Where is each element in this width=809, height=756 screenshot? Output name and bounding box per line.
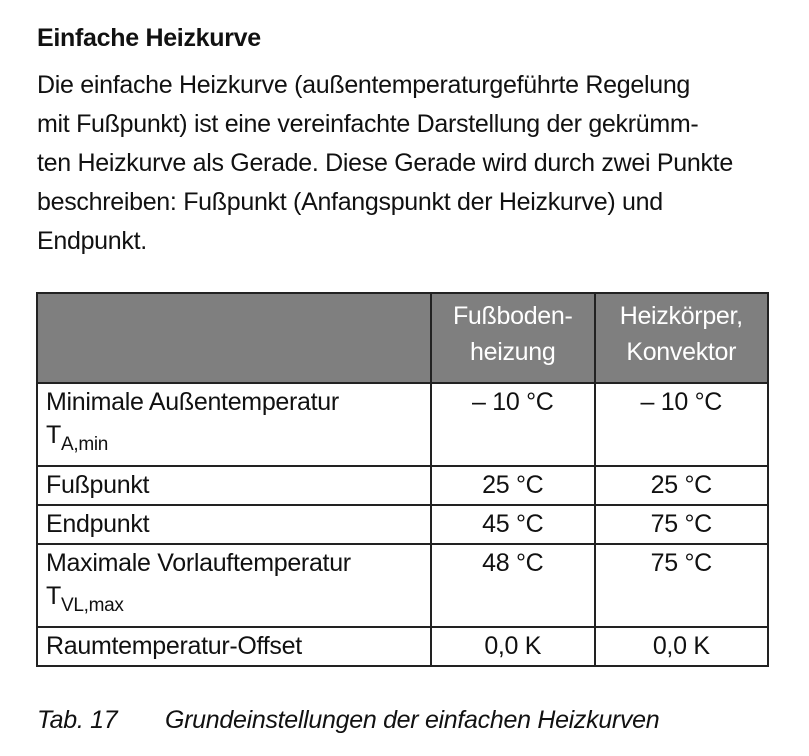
table-row xyxy=(37,627,768,666)
row-label: Fußpunkt xyxy=(37,466,431,505)
floor-value: 48 °C xyxy=(431,544,595,627)
table-caption xyxy=(37,706,659,735)
header-line: Fußboden- xyxy=(452,302,573,330)
row-label: Endpunkt xyxy=(37,505,431,544)
radiator-value: 75 °C xyxy=(595,544,768,627)
paragraph-line: beschreiben: Fußpunkt (Anfangspunkt der Heizkurve) und xyxy=(37,188,663,216)
table-row xyxy=(37,383,768,466)
radiator-value: 75 °C xyxy=(595,505,768,544)
paragraph-line: Endpunkt. xyxy=(37,227,147,255)
table-row xyxy=(37,544,768,627)
header-radiator xyxy=(595,293,768,383)
row-symbol xyxy=(46,581,422,614)
symbol-letter: T xyxy=(46,582,61,610)
row-label xyxy=(37,383,431,466)
settings-table xyxy=(36,292,769,667)
row-symbol xyxy=(46,420,422,453)
radiator-value: 0,0 K xyxy=(595,627,768,666)
floor-value: 45 °C xyxy=(431,505,595,544)
row-label xyxy=(37,544,431,627)
row-label-text: Maximale Vorlauftemperatur xyxy=(46,549,351,577)
table-header-row xyxy=(37,293,768,383)
symbol-letter: T xyxy=(46,421,61,449)
intro-paragraph xyxy=(37,66,777,261)
header-line: heizung xyxy=(470,338,556,366)
header-empty-cell xyxy=(37,293,431,383)
table-row xyxy=(37,505,768,544)
section-heading: Einfache Heizkurve xyxy=(37,24,261,52)
row-label: Raumtemperatur-Offset xyxy=(37,627,431,666)
symbol-subscript: VL,max xyxy=(60,595,124,616)
table-number: Tab. 17 xyxy=(37,706,118,734)
table-row xyxy=(37,466,768,505)
caption-text: Grundeinstellungen der einfachen Heizkurven xyxy=(165,706,660,734)
floor-value: – 10 °C xyxy=(431,383,595,466)
header-line: Heizkörper, xyxy=(619,302,743,330)
floor-value: 0,0 K xyxy=(431,627,595,666)
row-label-text: Minimale Außentemperatur xyxy=(46,388,339,416)
paragraph-line: ten Heizkurve als Gerade. Diese Gerade wird durch zwei Punkte xyxy=(37,149,733,177)
symbol-subscript: A,min xyxy=(60,434,109,455)
floor-value: 25 °C xyxy=(431,466,595,505)
paragraph-line: mit Fußpunkt) ist eine vereinfachte Darstellung der gekrümm- xyxy=(37,110,699,138)
header-floor-heating xyxy=(431,293,595,383)
radiator-value: – 10 °C xyxy=(595,383,768,466)
radiator-value: 25 °C xyxy=(595,466,768,505)
header-line: Konvektor xyxy=(626,338,737,366)
paragraph-line: Die einfache Heizkurve (außentemperaturgeführte Regelung xyxy=(37,71,691,99)
